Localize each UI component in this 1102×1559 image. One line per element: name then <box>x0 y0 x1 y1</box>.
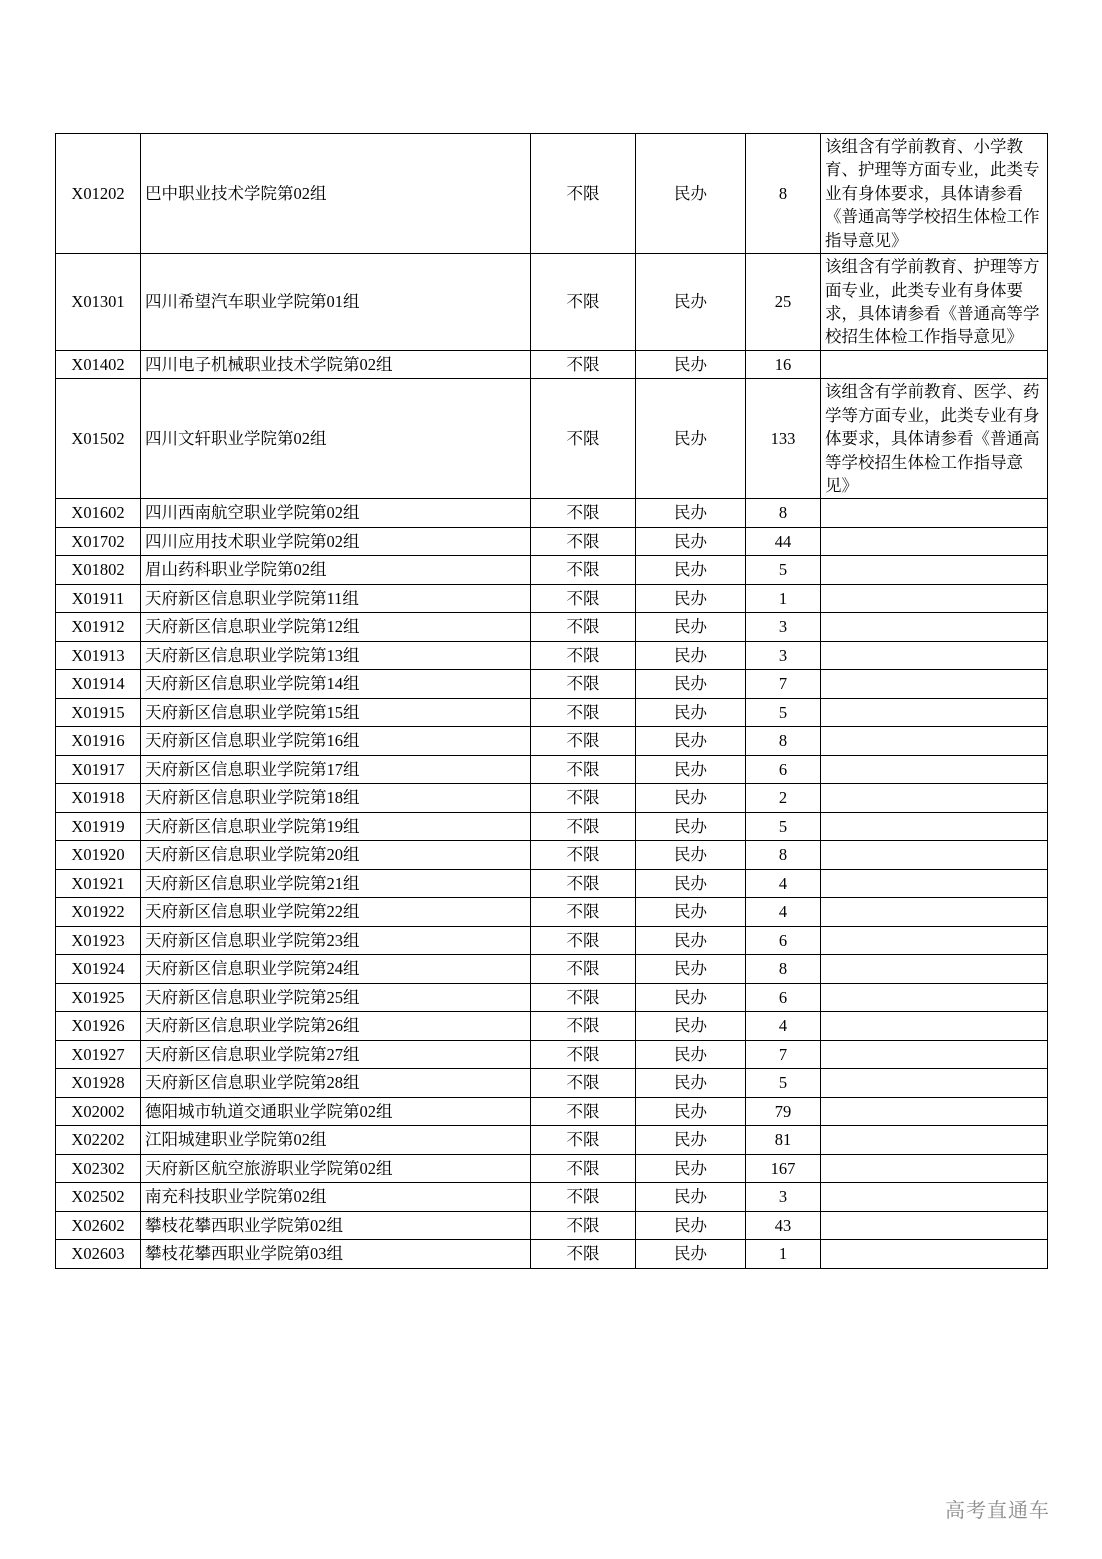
row-plan-count: 133 <box>746 379 821 499</box>
row-name: 天府新区信息职业学院第19组 <box>141 812 531 841</box>
row-subject-requirement: 不限 <box>531 670 636 699</box>
row-subject-requirement: 不限 <box>531 1069 636 1098</box>
row-subject-requirement: 不限 <box>531 1154 636 1183</box>
row-subject-requirement: 不限 <box>531 1126 636 1155</box>
row-school-type: 民办 <box>636 869 746 898</box>
row-school-type: 民办 <box>636 1012 746 1041</box>
row-note <box>821 812 1048 841</box>
row-subject-requirement: 不限 <box>531 1240 636 1269</box>
row-code: X01924 <box>56 955 141 984</box>
row-note <box>821 727 1048 756</box>
table-body <box>56 134 1048 1269</box>
row-plan-count: 44 <box>746 527 821 556</box>
table-row <box>56 670 1048 699</box>
row-name: 天府新区信息职业学院第21组 <box>141 869 531 898</box>
row-plan-count: 6 <box>746 755 821 784</box>
row-name: 江阳城建职业学院第02组 <box>141 1126 531 1155</box>
row-subject-requirement: 不限 <box>531 499 636 528</box>
row-note <box>821 584 1048 613</box>
table-row <box>56 584 1048 613</box>
row-subject-requirement: 不限 <box>531 869 636 898</box>
table-row <box>56 955 1048 984</box>
row-note <box>821 926 1048 955</box>
row-note <box>821 641 1048 670</box>
row-note <box>821 1069 1048 1098</box>
row-subject-requirement: 不限 <box>531 841 636 870</box>
row-note <box>821 784 1048 813</box>
row-note: 该组含有学前教育、医学、药学等方面专业，此类专业有身体要求，具体请参看《普通高等学校招生体检工作指导意见》 <box>821 379 1048 499</box>
row-school-type: 民办 <box>636 254 746 351</box>
row-note <box>821 983 1048 1012</box>
row-name: 四川应用技术职业学院第02组 <box>141 527 531 556</box>
row-school-type: 民办 <box>636 1240 746 1269</box>
row-school-type: 民办 <box>636 134 746 254</box>
row-name: 攀枝花攀西职业学院第03组 <box>141 1240 531 1269</box>
table-row <box>56 613 1048 642</box>
row-plan-count: 8 <box>746 841 821 870</box>
row-plan-count: 1 <box>746 1240 821 1269</box>
row-subject-requirement: 不限 <box>531 584 636 613</box>
row-note: 该组含有学前教育、小学教育、护理等方面专业，此类专业有身体要求，具体请参看《普通高等学校招生体检工作指导意见》 <box>821 134 1048 254</box>
table-row <box>56 1183 1048 1212</box>
row-school-type: 民办 <box>636 1040 746 1069</box>
row-note <box>821 698 1048 727</box>
row-subject-requirement: 不限 <box>531 613 636 642</box>
row-code: X01926 <box>56 1012 141 1041</box>
row-plan-count: 6 <box>746 926 821 955</box>
row-plan-count: 7 <box>746 1040 821 1069</box>
table-row <box>56 727 1048 756</box>
row-code: X02502 <box>56 1183 141 1212</box>
row-plan-count: 8 <box>746 955 821 984</box>
row-subject-requirement: 不限 <box>531 1097 636 1126</box>
row-name: 四川西南航空职业学院第02组 <box>141 499 531 528</box>
row-subject-requirement: 不限 <box>531 784 636 813</box>
row-name: 天府新区信息职业学院第15组 <box>141 698 531 727</box>
row-plan-count: 3 <box>746 641 821 670</box>
row-code: X01917 <box>56 755 141 784</box>
row-subject-requirement: 不限 <box>531 134 636 254</box>
row-plan-count: 25 <box>746 254 821 351</box>
row-code: X01913 <box>56 641 141 670</box>
row-subject-requirement: 不限 <box>531 556 636 585</box>
row-plan-count: 4 <box>746 1012 821 1041</box>
row-school-type: 民办 <box>636 670 746 699</box>
row-school-type: 民办 <box>636 641 746 670</box>
row-subject-requirement: 不限 <box>531 1211 636 1240</box>
row-code: X01301 <box>56 254 141 351</box>
row-plan-count: 5 <box>746 1069 821 1098</box>
row-school-type: 民办 <box>636 983 746 1012</box>
row-note <box>821 755 1048 784</box>
row-code: X02002 <box>56 1097 141 1126</box>
row-name: 天府新区航空旅游职业学院第02组 <box>141 1154 531 1183</box>
row-school-type: 民办 <box>636 613 746 642</box>
row-school-type: 民办 <box>636 784 746 813</box>
table-row <box>56 1069 1048 1098</box>
table-row <box>56 1211 1048 1240</box>
row-plan-count: 43 <box>746 1211 821 1240</box>
row-subject-requirement: 不限 <box>531 698 636 727</box>
table-row <box>56 1154 1048 1183</box>
row-school-type: 民办 <box>636 727 746 756</box>
row-name: 天府新区信息职业学院第22组 <box>141 898 531 927</box>
row-name: 四川电子机械职业技术学院第02组 <box>141 350 531 379</box>
row-note <box>821 613 1048 642</box>
row-name: 南充科技职业学院第02组 <box>141 1183 531 1212</box>
row-school-type: 民办 <box>636 841 746 870</box>
table-row <box>56 379 1048 499</box>
row-subject-requirement: 不限 <box>531 812 636 841</box>
row-name: 天府新区信息职业学院第12组 <box>141 613 531 642</box>
table-row <box>56 869 1048 898</box>
table-row <box>56 898 1048 927</box>
row-subject-requirement: 不限 <box>531 1012 636 1041</box>
row-name: 天府新区信息职业学院第13组 <box>141 641 531 670</box>
table-row <box>56 1040 1048 1069</box>
row-school-type: 民办 <box>636 350 746 379</box>
row-school-type: 民办 <box>636 1183 746 1212</box>
watermark: 高考直通车 <box>945 1500 1050 1522</box>
row-school-type: 民办 <box>636 1126 746 1155</box>
row-subject-requirement: 不限 <box>531 641 636 670</box>
row-plan-count: 3 <box>746 1183 821 1212</box>
row-code: X01921 <box>56 869 141 898</box>
table-row <box>56 254 1048 351</box>
row-school-type: 民办 <box>636 1154 746 1183</box>
row-code: X01920 <box>56 841 141 870</box>
row-note <box>821 670 1048 699</box>
row-subject-requirement: 不限 <box>531 254 636 351</box>
row-school-type: 民办 <box>636 1211 746 1240</box>
row-code: X02302 <box>56 1154 141 1183</box>
table-row <box>56 698 1048 727</box>
row-code: X01911 <box>56 584 141 613</box>
row-note <box>821 841 1048 870</box>
row-plan-count: 8 <box>746 134 821 254</box>
row-name: 巴中职业技术学院第02组 <box>141 134 531 254</box>
row-code: X01402 <box>56 350 141 379</box>
row-code: X01925 <box>56 983 141 1012</box>
row-subject-requirement: 不限 <box>531 1183 636 1212</box>
table-row <box>56 784 1048 813</box>
row-code: X01928 <box>56 1069 141 1098</box>
row-plan-count: 8 <box>746 727 821 756</box>
row-name: 四川希望汽车职业学院第01组 <box>141 254 531 351</box>
row-code: X01802 <box>56 556 141 585</box>
table-row <box>56 641 1048 670</box>
table-row <box>56 1240 1048 1269</box>
row-plan-count: 3 <box>746 613 821 642</box>
table-row <box>56 134 1048 254</box>
row-note <box>821 869 1048 898</box>
row-code: X01702 <box>56 527 141 556</box>
row-name: 天府新区信息职业学院第16组 <box>141 727 531 756</box>
row-plan-count: 167 <box>746 1154 821 1183</box>
row-code: X01912 <box>56 613 141 642</box>
row-school-type: 民办 <box>636 379 746 499</box>
row-name: 天府新区信息职业学院第20组 <box>141 841 531 870</box>
row-plan-count: 5 <box>746 698 821 727</box>
row-code: X02603 <box>56 1240 141 1269</box>
row-subject-requirement: 不限 <box>531 379 636 499</box>
row-name: 天府新区信息职业学院第28组 <box>141 1069 531 1098</box>
row-note <box>821 527 1048 556</box>
row-subject-requirement: 不限 <box>531 1040 636 1069</box>
row-note <box>821 1040 1048 1069</box>
row-school-type: 民办 <box>636 1069 746 1098</box>
row-note <box>821 1154 1048 1183</box>
row-school-type: 民办 <box>636 955 746 984</box>
row-code: X01915 <box>56 698 141 727</box>
row-name: 天府新区信息职业学院第27组 <box>141 1040 531 1069</box>
table-row <box>56 926 1048 955</box>
row-subject-requirement: 不限 <box>531 350 636 379</box>
row-name: 天府新区信息职业学院第23组 <box>141 926 531 955</box>
row-code: X01927 <box>56 1040 141 1069</box>
row-plan-count: 7 <box>746 670 821 699</box>
row-school-type: 民办 <box>636 755 746 784</box>
table-row <box>56 1097 1048 1126</box>
row-note <box>821 350 1048 379</box>
row-name: 天府新区信息职业学院第18组 <box>141 784 531 813</box>
row-school-type: 民办 <box>636 584 746 613</box>
row-school-type: 民办 <box>636 499 746 528</box>
row-subject-requirement: 不限 <box>531 898 636 927</box>
row-plan-count: 5 <box>746 812 821 841</box>
row-note <box>821 1240 1048 1269</box>
row-note <box>821 1211 1048 1240</box>
row-note <box>821 1126 1048 1155</box>
row-subject-requirement: 不限 <box>531 983 636 1012</box>
table-row <box>56 841 1048 870</box>
row-code: X01918 <box>56 784 141 813</box>
table-row <box>56 527 1048 556</box>
row-note <box>821 955 1048 984</box>
row-name: 眉山药科职业学院第02组 <box>141 556 531 585</box>
row-note <box>821 1097 1048 1126</box>
row-note: 该组含有学前教育、护理等方面专业，此类专业有身体要求，具体请参看《普通高等学校招生体检工作指导意见》 <box>821 254 1048 351</box>
row-note <box>821 1183 1048 1212</box>
row-subject-requirement: 不限 <box>531 955 636 984</box>
row-school-type: 民办 <box>636 556 746 585</box>
table-row <box>56 1126 1048 1155</box>
row-school-type: 民办 <box>636 812 746 841</box>
row-plan-count: 4 <box>746 898 821 927</box>
row-name: 攀枝花攀西职业学院第02组 <box>141 1211 531 1240</box>
row-school-type: 民办 <box>636 698 746 727</box>
row-note <box>821 556 1048 585</box>
row-name: 天府新区信息职业学院第24组 <box>141 955 531 984</box>
table-row <box>56 1012 1048 1041</box>
table-row <box>56 499 1048 528</box>
row-code: X01602 <box>56 499 141 528</box>
row-school-type: 民办 <box>636 1097 746 1126</box>
row-school-type: 民办 <box>636 527 746 556</box>
admission-plan-table <box>55 133 1048 1269</box>
row-note <box>821 898 1048 927</box>
row-subject-requirement: 不限 <box>531 527 636 556</box>
table-row <box>56 755 1048 784</box>
row-code: X01922 <box>56 898 141 927</box>
table-row <box>56 812 1048 841</box>
row-code: X01502 <box>56 379 141 499</box>
row-plan-count: 1 <box>746 584 821 613</box>
row-plan-count: 16 <box>746 350 821 379</box>
row-name: 天府新区信息职业学院第11组 <box>141 584 531 613</box>
row-note <box>821 1012 1048 1041</box>
row-name: 天府新区信息职业学院第14组 <box>141 670 531 699</box>
row-plan-count: 6 <box>746 983 821 1012</box>
table-row <box>56 983 1048 1012</box>
row-code: X02602 <box>56 1211 141 1240</box>
row-code: X01202 <box>56 134 141 254</box>
row-plan-count: 5 <box>746 556 821 585</box>
row-subject-requirement: 不限 <box>531 755 636 784</box>
row-subject-requirement: 不限 <box>531 727 636 756</box>
table-row <box>56 556 1048 585</box>
row-plan-count: 81 <box>746 1126 821 1155</box>
row-subject-requirement: 不限 <box>531 926 636 955</box>
row-code: X02202 <box>56 1126 141 1155</box>
row-school-type: 民办 <box>636 898 746 927</box>
row-name: 德阳城市轨道交通职业学院第02组 <box>141 1097 531 1126</box>
row-plan-count: 79 <box>746 1097 821 1126</box>
row-name: 天府新区信息职业学院第26组 <box>141 1012 531 1041</box>
table-row <box>56 350 1048 379</box>
row-code: X01919 <box>56 812 141 841</box>
row-code: X01923 <box>56 926 141 955</box>
row-plan-count: 8 <box>746 499 821 528</box>
row-name: 天府新区信息职业学院第17组 <box>141 755 531 784</box>
row-code: X01916 <box>56 727 141 756</box>
row-name: 四川文轩职业学院第02组 <box>141 379 531 499</box>
row-code: X01914 <box>56 670 141 699</box>
row-plan-count: 4 <box>746 869 821 898</box>
row-note <box>821 499 1048 528</box>
row-plan-count: 2 <box>746 784 821 813</box>
row-name: 天府新区信息职业学院第25组 <box>141 983 531 1012</box>
row-school-type: 民办 <box>636 926 746 955</box>
